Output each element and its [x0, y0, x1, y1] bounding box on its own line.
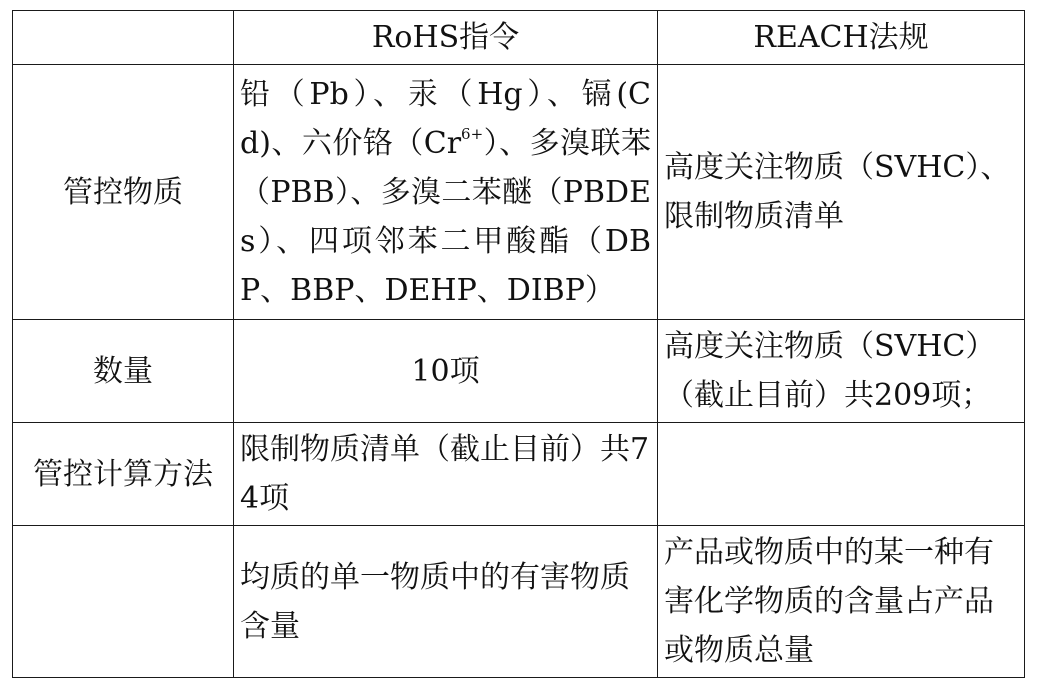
chromium-charge-superscript: 6+ — [461, 124, 484, 143]
rohs-controlled-substances-cell — [234, 65, 658, 320]
row-label-controlled-substances: 管控物质 — [13, 65, 234, 320]
reach-calculation-method-cell — [658, 423, 1025, 526]
rohs-reach-comparison-table — [12, 10, 1025, 678]
table-row — [13, 423, 1025, 526]
table-row — [13, 526, 1025, 678]
row-label-calculation-method: 管控计算方法 — [13, 423, 234, 526]
header-empty-cell — [13, 11, 234, 65]
row-label-quantity: 数量 — [13, 320, 234, 423]
rohs-quantity-cell: 10项 — [234, 320, 658, 423]
comparison-document — [12, 10, 1024, 668]
reach-content-basis-cell: 产品或物质中的某一种有害化学物质的含量占产品或物质总量 — [658, 526, 1025, 678]
header-rohs: RoHS指令 — [234, 11, 658, 65]
reach-controlled-substances-cell: 高度关注物质（SVHC）、限制物质清单 — [658, 65, 1025, 320]
table-header-row — [13, 11, 1025, 65]
rohs-calculation-method-cell: 限制物质清单（截止目前）共74项 — [234, 423, 658, 526]
table-row — [13, 320, 1025, 423]
table-row — [13, 65, 1025, 320]
row-label-empty — [13, 526, 234, 678]
rohs-substances-text-part1: 铅（Pb）、汞（Hg）、镉(Cd)、六价铬（Cr — [240, 76, 651, 161]
rohs-content-basis-cell: 均质的单一物质中的有害物质含量 — [234, 526, 658, 678]
header-reach: REACH法规 — [658, 11, 1025, 65]
reach-quantity-cell: 高度关注物质（SVHC）（截止目前）共209项； — [658, 320, 1025, 423]
rohs-substances-text-part2: ）、多溴联苯（PBB）、多溴二苯醚（PBDEs）、四项邻苯二甲酸酯（DBP、BBP、DEHP、DIBP） — [240, 125, 652, 308]
